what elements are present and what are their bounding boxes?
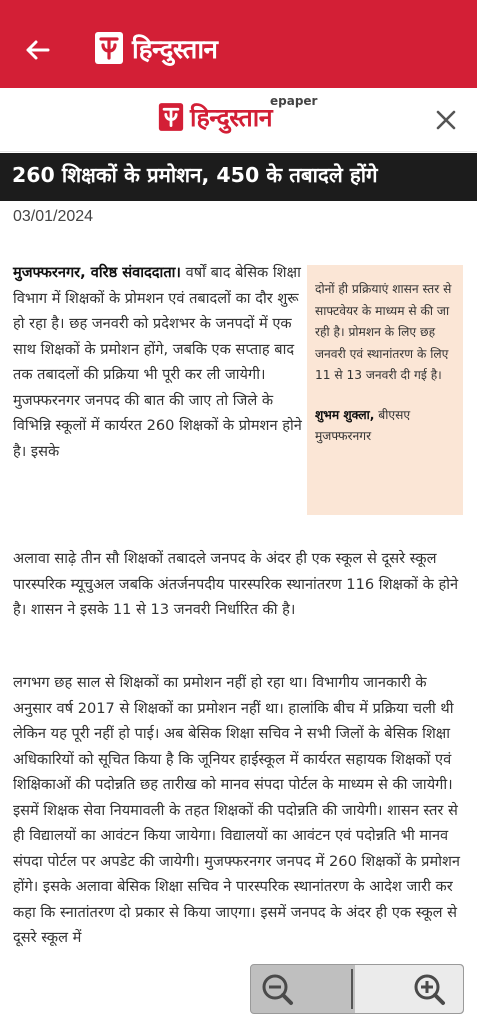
epaper-logo <box>158 100 272 134</box>
zoom-in-button[interactable] <box>355 965 463 1013</box>
epaper-brand-text: हिन्दुस्तान <box>190 103 273 132</box>
zoom-out-icon <box>251 965 351 1013</box>
zoom-divider <box>351 969 353 1009</box>
quote-author-name: शुभम शुक्ला, <box>315 407 375 422</box>
zoom-out-button[interactable] <box>251 965 351 1013</box>
arrow-left-icon <box>18 30 58 70</box>
close-button[interactable] <box>430 104 462 136</box>
quote-author-role: बीएसए मुजफ्फरनगर <box>315 407 411 443</box>
close-icon <box>430 104 462 136</box>
article-paragraph: लगभग छह साल से शिक्षकों का प्रमोशन नहीं हो रहा था। विभागीय जानकारी के अनुसार वर्ष 2017 से शिक्षकों का प्रमोशन नहीं था। हालांकि बीच में प्रक्रिया चली थी लेकिन यह पूरी नहीं हो पाई। अब बेसिक शिक्षा सचिव ने सभी जिलों के बेसिक शिक्षा अधिकारियों को सूचित किया है कि जूनियर हाईस्कूल में कार्यरत सहायक शिक्षकों एवं शिक्षिकाओं की पदोन्नति छह तारीख को मानव संपदा पोर्टल के माध्यम से की जायेगी। इसमें शिक्षक सेवा नियमावली के तहत शिक्षकों की पदोन्नति की जायेगी। शासन स्तर से ही विद्यालयों का आवंटन किया जायेगा। विद्यालयों का आवंटन एवं पदोन्नति भी मानव संपदा पोर्टल पर अपडेट की जायेगी। मुजफ्फरनगर जनपद में 260 शिक्षकों के प्रमोशन होंगे। इसके अलावा बेसिक शिक्षा सचिव ने पारस्परिक स्थानांतरण के आदेश जारी कर कहा कि स्नातांतरण दो प्रकार से किया जाएगा। इसमें जनपद के अंदर ही एक स्कूल से दूसरे स्कूल में <box>13 674 460 946</box>
epaper-tag: epaper <box>270 94 318 108</box>
app-brand-text: हिन्दुस्तान <box>132 35 218 65</box>
back-button[interactable] <box>18 30 58 70</box>
epaper-header <box>0 88 477 152</box>
article-paragraph: अलावा साढ़े तीन सौ शिक्षकों तबादले जनपद के अंदर ही एक स्कूल से दूसरे स्कूल पारस्परिक म्यूचुअल जबकि अंतर्जनपदीय पारस्परिक स्थानांतरण 116 शिक्षकों के होने है। शासन ने इसके 11 से 13 जनवरी निर्धारित की है। <box>13 550 459 618</box>
quote-text: दोनों ही प्रक्रियाएं शासन स्तर से साफ्टवेयर के माध्यम से की जा रही है। प्रोमशन के लिए छह जनवरी एवं स्थानांतरण के लिए 11 से 13 जनवरी दी गई है। <box>315 282 452 382</box>
app-toolbar <box>0 0 477 88</box>
headline-bar <box>0 153 477 201</box>
hindustan-logo-icon <box>94 31 124 65</box>
zoom-in-icon <box>355 965 463 1013</box>
hindustan-logo-icon <box>158 102 184 132</box>
article-intro-text: वर्षों बाद बेसिक शिक्षा विभाग में शिक्षकों के प्रोमशन एवं तबादलों का दौर शुरू हो रहा है। छह जनवरी को प्रदेशभर के जनपदों में एक साथ शिक्षकों के प्रमोशन होंगे, जबकि एक सप्ताह बाद तक तबादलों की प्रक्रिया भी पूरी कर ली जायेगी। मुजफ्फरनगर जनपद की बात की जाए तो जिले के विभिन्नि स्कूलों में कार्यरत 260 शिक्षकों के प्रोमशन होने है। इसके <box>13 264 302 460</box>
app-logo <box>94 28 217 68</box>
article-intro <box>13 260 303 464</box>
quote-author <box>315 405 455 448</box>
quote-box <box>307 265 463 515</box>
article-headline: 260 शिक्षकों के प्रमोशन, 450 के तबादले होंगे <box>12 163 378 187</box>
article-date: 03/01/2024 <box>13 208 94 225</box>
article-byline: मुजफ्फरनगर, वरिष्ठ संवाददाता। <box>13 264 181 281</box>
zoom-control <box>250 964 464 1014</box>
